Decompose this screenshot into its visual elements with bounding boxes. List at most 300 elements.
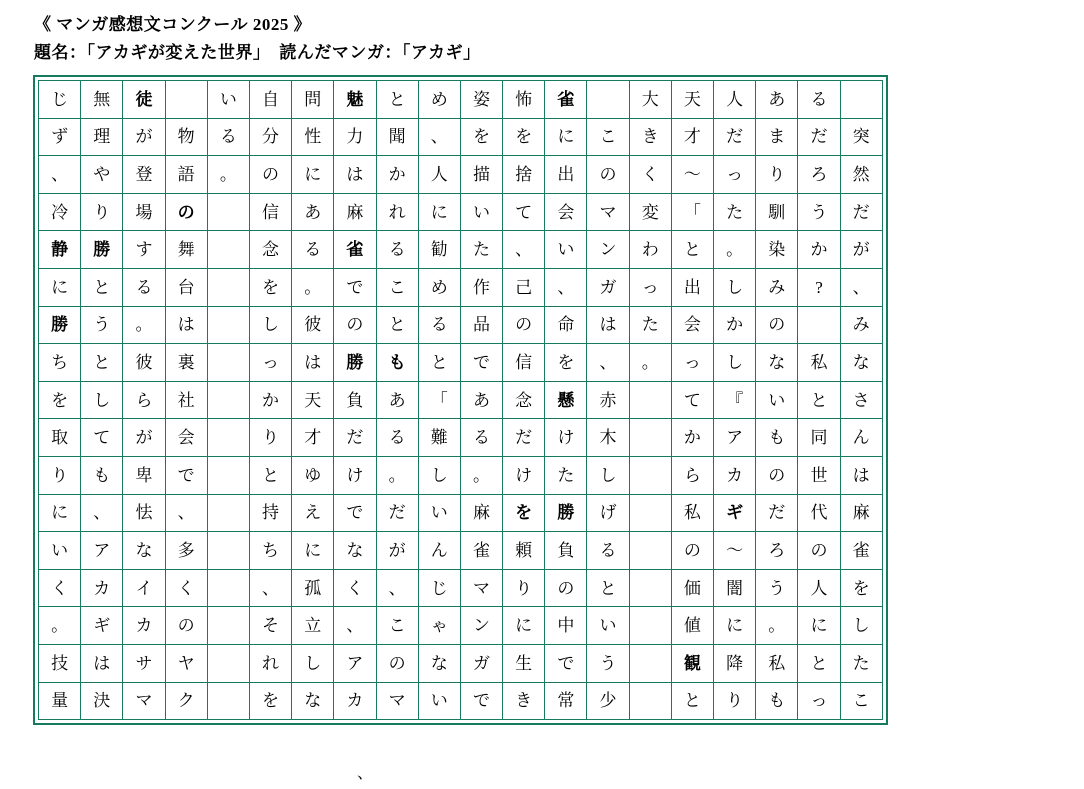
manuscript-cell: い xyxy=(460,193,502,231)
manuscript-cell: け xyxy=(503,456,545,494)
manuscript-cell: あ xyxy=(292,193,334,231)
manuscript-cell: の xyxy=(587,156,629,194)
manuscript-cell: か xyxy=(249,381,291,419)
manuscript-cell: 静 xyxy=(39,231,81,269)
manuscript-cell: に xyxy=(292,156,334,194)
manuscript-cell: あ xyxy=(460,381,502,419)
manuscript-cell: 、 xyxy=(840,268,882,306)
manuscript-cell: 麻 xyxy=(460,494,502,532)
manuscript-cell: 登 xyxy=(123,156,165,194)
manuscript-cell: の xyxy=(756,456,798,494)
manuscript-cell: で xyxy=(165,456,207,494)
manuscript-cell: き xyxy=(503,682,545,720)
manuscript-cell: 。 xyxy=(292,268,334,306)
manuscript-cell: を xyxy=(39,381,81,419)
manuscript-cell: と xyxy=(418,344,460,382)
manuscript-cell: み xyxy=(840,306,882,344)
manuscript-cell: る xyxy=(418,306,460,344)
manuscript-cell: と xyxy=(81,268,123,306)
manuscript-cell: は xyxy=(840,456,882,494)
manuscript-cell: 。 xyxy=(376,456,418,494)
manuscript-cell: を xyxy=(249,682,291,720)
manuscript-cell: と xyxy=(249,456,291,494)
manuscript-cell: 、 xyxy=(503,231,545,269)
manuscript-cell: 麻 xyxy=(840,494,882,532)
manuscript-cell xyxy=(629,494,671,532)
manuscript-cell: い xyxy=(756,381,798,419)
manuscript-cell: た xyxy=(460,231,502,269)
manuscript-cell xyxy=(629,419,671,457)
manuscript-cell: も xyxy=(756,682,798,720)
manuscript-cell: 世 xyxy=(798,456,840,494)
manuscript-cell: 彼 xyxy=(123,344,165,382)
manuscript-cell: に xyxy=(39,494,81,532)
manuscript-cell: で xyxy=(334,268,376,306)
manuscript-row xyxy=(39,644,883,682)
manuscript-cell: 冷 xyxy=(39,193,81,231)
manuscript-cell: 信 xyxy=(249,193,291,231)
manuscript-cell xyxy=(165,81,207,119)
contest-title: 《 マンガ感想文コンクール 2025 》 xyxy=(34,15,312,34)
manuscript-cell: ギ xyxy=(714,494,756,532)
manuscript-cell: 勝 xyxy=(39,306,81,344)
manuscript-cell: 魅 xyxy=(334,81,376,119)
manuscript-cell: く xyxy=(39,569,81,607)
stray-punctuation-mark: 、 xyxy=(357,765,374,782)
manuscript-cell: 。 xyxy=(629,344,671,382)
manuscript-cell: を xyxy=(249,268,291,306)
manuscript-cell xyxy=(629,607,671,645)
manuscript-cell: 、 xyxy=(418,118,460,156)
manuscript-cell: 自 xyxy=(249,81,291,119)
manuscript-cell: ア xyxy=(81,532,123,570)
manuscript-cell: ガ xyxy=(587,268,629,306)
manuscript-cell: れ xyxy=(376,193,418,231)
manuscript-cell: こ xyxy=(840,682,882,720)
manuscript-cell: み xyxy=(756,268,798,306)
manuscript-cell: マ xyxy=(376,682,418,720)
manuscript-cell: 孤 xyxy=(292,569,334,607)
manuscript-cell: 天 xyxy=(292,381,334,419)
manuscript-cell: い xyxy=(545,231,587,269)
manuscript-row xyxy=(39,532,883,570)
manuscript-cell: 念 xyxy=(249,231,291,269)
manuscript-cell: ヤ xyxy=(165,644,207,682)
manuscript-cell: 負 xyxy=(545,532,587,570)
manuscript-row xyxy=(39,682,883,720)
manuscript-cell: か xyxy=(798,231,840,269)
manuscript-cell: ～ xyxy=(671,156,713,194)
manuscript-cell: マ xyxy=(123,682,165,720)
manuscript-cell: い xyxy=(418,682,460,720)
manuscript-cell: 卑 xyxy=(123,456,165,494)
manuscript-cell: の xyxy=(376,644,418,682)
manuscript-cell: を xyxy=(545,344,587,382)
manuscript-cell: じ xyxy=(39,81,81,119)
manuscript-cell: い xyxy=(207,81,249,119)
manuscript-cell: ん xyxy=(418,532,460,570)
manuscript-cell xyxy=(207,532,249,570)
manuscript-row xyxy=(39,494,883,532)
manuscript-cell: 馴 xyxy=(756,193,798,231)
manuscript-cell: な xyxy=(418,644,460,682)
manuscript-cell: 「 xyxy=(671,193,713,231)
manuscript-cell: 分 xyxy=(249,118,291,156)
manuscript-cell: こ xyxy=(376,607,418,645)
manuscript-cell: う xyxy=(756,569,798,607)
manuscript-cell: な xyxy=(292,682,334,720)
manuscript-cell xyxy=(207,456,249,494)
manuscript-cell: け xyxy=(545,419,587,457)
manuscript-grid xyxy=(38,80,883,720)
manuscript-cell: の xyxy=(165,193,207,231)
manuscript-cell: で xyxy=(334,494,376,532)
manuscript-cell: ま xyxy=(756,118,798,156)
manuscript-cell: 生 xyxy=(503,644,545,682)
manuscript-cell: 私 xyxy=(671,494,713,532)
manuscript-cell: マ xyxy=(460,569,502,607)
manuscript-cell: 、 xyxy=(545,268,587,306)
manuscript-cell: 闇 xyxy=(714,569,756,607)
manuscript-cell: の xyxy=(671,532,713,570)
manuscript-cell: こ xyxy=(587,118,629,156)
manuscript-cell xyxy=(207,381,249,419)
manuscript-cell: ギ xyxy=(81,607,123,645)
manuscript-cell: 天 xyxy=(671,81,713,119)
manuscript-cell: め xyxy=(418,268,460,306)
manuscript-cell xyxy=(207,344,249,382)
manuscript-cell: え xyxy=(292,494,334,532)
manuscript-cell: 持 xyxy=(249,494,291,532)
manuscript-cell: っ xyxy=(249,344,291,382)
manuscript-cell: は xyxy=(81,644,123,682)
manuscript-cell: 少 xyxy=(587,682,629,720)
manuscript-cell: い xyxy=(418,494,460,532)
manuscript-cell: サ xyxy=(123,644,165,682)
manuscript-cell: 聞 xyxy=(376,118,418,156)
manuscript-cell: 作 xyxy=(460,268,502,306)
manuscript-cell: 立 xyxy=(292,607,334,645)
manuscript-cell: き xyxy=(629,118,671,156)
manuscript-cell: 会 xyxy=(545,193,587,231)
manuscript-cell: う xyxy=(798,193,840,231)
manuscript-cell xyxy=(798,306,840,344)
manuscript-row xyxy=(39,193,883,231)
manuscript-cell: と xyxy=(798,381,840,419)
manuscript-cell: 人 xyxy=(418,156,460,194)
manuscript-cell: 雀 xyxy=(460,532,502,570)
manuscript-cell: り xyxy=(714,682,756,720)
manuscript-cell: っ xyxy=(798,682,840,720)
manuscript-cell: 。 xyxy=(39,607,81,645)
manuscript-cell: さ xyxy=(840,381,882,419)
manuscript-cell: も xyxy=(756,419,798,457)
manuscript-row xyxy=(39,607,883,645)
manuscript-cell: と xyxy=(671,231,713,269)
manuscript-cell: を xyxy=(840,569,882,607)
manuscript-cell: れ xyxy=(249,644,291,682)
manuscript-cell: 代 xyxy=(798,494,840,532)
manuscript-cell: だ xyxy=(714,118,756,156)
manuscript-cell: と xyxy=(376,81,418,119)
manuscript-cell xyxy=(207,607,249,645)
manuscript-cell: り xyxy=(756,156,798,194)
manuscript-cell: 。 xyxy=(714,231,756,269)
manuscript-cell: マ xyxy=(587,193,629,231)
manuscript-cell: に xyxy=(545,118,587,156)
manuscript-cell: カ xyxy=(81,569,123,607)
manuscript-cell: ろ xyxy=(756,532,798,570)
manuscript-cell: 、 xyxy=(587,344,629,382)
manuscript-cell: る xyxy=(376,231,418,269)
manuscript-cell: め xyxy=(418,81,460,119)
manuscript-cell: あ xyxy=(756,81,798,119)
manuscript-cell: 技 xyxy=(39,644,81,682)
manuscript-cell: た xyxy=(629,306,671,344)
manuscript-cell xyxy=(207,494,249,532)
manuscript-row xyxy=(39,569,883,607)
manuscript-cell: 命 xyxy=(545,306,587,344)
manuscript-cell: ア xyxy=(714,419,756,457)
manuscript-cell xyxy=(207,306,249,344)
manuscript-cell: 『 xyxy=(714,381,756,419)
manuscript-cell: 人 xyxy=(798,569,840,607)
manuscript-cell: 才 xyxy=(671,118,713,156)
manuscript-cell: 会 xyxy=(671,306,713,344)
manuscript-cell: り xyxy=(249,419,291,457)
manuscript-cell: の xyxy=(334,306,376,344)
manuscript-cell: の xyxy=(249,156,291,194)
manuscript-cell: 描 xyxy=(460,156,502,194)
manuscript-cell: 品 xyxy=(460,306,502,344)
manuscript-cell: る xyxy=(292,231,334,269)
manuscript-cell: 場 xyxy=(123,193,165,231)
manuscript-cell: 中 xyxy=(545,607,587,645)
manuscript-cell: 勝 xyxy=(545,494,587,532)
manuscript-cell: る xyxy=(123,268,165,306)
manuscript-cell: 雀 xyxy=(840,532,882,570)
manuscript-cell: に xyxy=(798,607,840,645)
manuscript-cell: 価 xyxy=(671,569,713,607)
manuscript-cell: 、 xyxy=(165,494,207,532)
manuscript-cell: 念 xyxy=(503,381,545,419)
manuscript-row xyxy=(39,231,883,269)
manuscript-cell: く xyxy=(334,569,376,607)
manuscript-cell: 染 xyxy=(756,231,798,269)
manuscript-cell: と xyxy=(798,644,840,682)
manuscript-cell: 取 xyxy=(39,419,81,457)
manuscript-cell: っ xyxy=(671,344,713,382)
manuscript-cell: こ xyxy=(376,268,418,306)
manuscript-cell: と xyxy=(671,682,713,720)
manuscript-cell xyxy=(207,268,249,306)
manuscript-cell: 彼 xyxy=(292,306,334,344)
manuscript-cell: 然 xyxy=(840,156,882,194)
manuscript-cell: げ xyxy=(587,494,629,532)
manuscript-cell xyxy=(629,532,671,570)
manuscript-cell: ら xyxy=(123,381,165,419)
manuscript-cell: に xyxy=(418,193,460,231)
manuscript-cell xyxy=(629,682,671,720)
manuscript-cell xyxy=(629,569,671,607)
manuscript-grid-border xyxy=(33,75,888,725)
manuscript-cell: 問 xyxy=(292,81,334,119)
manuscript-cell: り xyxy=(503,569,545,607)
manuscript-cell: 怯 xyxy=(123,494,165,532)
manuscript-cell: 人 xyxy=(714,81,756,119)
manuscript-cell: が xyxy=(123,118,165,156)
manuscript-cell: た xyxy=(545,456,587,494)
manuscript-cell xyxy=(207,644,249,682)
manuscript-cell: カ xyxy=(334,682,376,720)
manuscript-cell: カ xyxy=(123,607,165,645)
manuscript-cell: ? xyxy=(798,268,840,306)
manuscript-cell: り xyxy=(39,456,81,494)
manuscript-cell: っ xyxy=(714,156,756,194)
manuscript-cell: る xyxy=(207,118,249,156)
manuscript-cell: に xyxy=(714,607,756,645)
manuscript-row xyxy=(39,81,883,119)
manuscript-cell: ン xyxy=(587,231,629,269)
manuscript-cell: は xyxy=(334,156,376,194)
manuscript-cell: が xyxy=(840,231,882,269)
manuscript-cell: 大 xyxy=(629,81,671,119)
manuscript-cell: て xyxy=(671,381,713,419)
manuscript-cell: 才 xyxy=(292,419,334,457)
manuscript-cell: し xyxy=(587,456,629,494)
manuscript-cell: ン xyxy=(460,607,502,645)
manuscript-cell xyxy=(840,81,882,119)
manuscript-cell: だ xyxy=(840,193,882,231)
manuscript-cell: 、 xyxy=(249,569,291,607)
manuscript-cell: 木 xyxy=(587,419,629,457)
manuscript-cell: 出 xyxy=(671,268,713,306)
manuscript-cell: 難 xyxy=(418,419,460,457)
manuscript-cell: 信 xyxy=(503,344,545,382)
manuscript-cell: 徒 xyxy=(123,81,165,119)
manuscript-cell: ち xyxy=(39,344,81,382)
manuscript-cell: り xyxy=(81,193,123,231)
manuscript-cell: 負 xyxy=(334,381,376,419)
manuscript-cell: は xyxy=(587,306,629,344)
manuscript-cell: し xyxy=(714,268,756,306)
manuscript-cell: 勧 xyxy=(418,231,460,269)
manuscript-cell: 、 xyxy=(39,156,81,194)
manuscript-cell: に xyxy=(503,607,545,645)
manuscript-cell: を xyxy=(503,118,545,156)
manuscript-cell: 無 xyxy=(81,81,123,119)
manuscript-cell: も xyxy=(376,344,418,382)
manuscript-cell: 、 xyxy=(81,494,123,532)
manuscript-cell: 会 xyxy=(165,419,207,457)
manuscript-row xyxy=(39,381,883,419)
manuscript-cell: な xyxy=(756,344,798,382)
manuscript-cell: し xyxy=(418,456,460,494)
manuscript-cell: 語 xyxy=(165,156,207,194)
manuscript-cell: し xyxy=(81,381,123,419)
manuscript-cell xyxy=(587,81,629,119)
manuscript-row xyxy=(39,118,883,156)
manuscript-cell: 台 xyxy=(165,268,207,306)
manuscript-cell: で xyxy=(460,344,502,382)
manuscript-cell: ら xyxy=(671,456,713,494)
manuscript-cell: 己 xyxy=(503,268,545,306)
manuscript-cell: 決 xyxy=(81,682,123,720)
manuscript-cell: そ xyxy=(249,607,291,645)
manuscript-cell: ア xyxy=(334,644,376,682)
manuscript-cell: し xyxy=(292,644,334,682)
manuscript-cell: を xyxy=(503,494,545,532)
manuscript-cell: わ xyxy=(629,231,671,269)
manuscript-cell: し xyxy=(249,306,291,344)
manuscript-cell: っ xyxy=(629,268,671,306)
manuscript-cell: 雀 xyxy=(545,81,587,119)
manuscript-cell: 。 xyxy=(123,306,165,344)
document-header xyxy=(0,0,1084,65)
manuscript-cell: 、 xyxy=(376,569,418,607)
manuscript-cell: だ xyxy=(798,118,840,156)
manuscript-cell: ゆ xyxy=(292,456,334,494)
manuscript-cell xyxy=(629,456,671,494)
manuscript-cell: 「 xyxy=(418,381,460,419)
manuscript-cell: 降 xyxy=(714,644,756,682)
manuscript-cell: の xyxy=(545,569,587,607)
manuscript-cell: 舞 xyxy=(165,231,207,269)
manuscript-cell: と xyxy=(587,569,629,607)
manuscript-cell: 観 xyxy=(671,644,713,682)
manuscript-cell: 量 xyxy=(39,682,81,720)
manuscript-cell: だ xyxy=(756,494,798,532)
manuscript-cell: 常 xyxy=(545,682,587,720)
manuscript-cell: と xyxy=(81,344,123,382)
manuscript-cell: か xyxy=(671,419,713,457)
manuscript-cell: く xyxy=(165,569,207,607)
manuscript-cell: 物 xyxy=(165,118,207,156)
manuscript-cell: た xyxy=(840,644,882,682)
manuscript-cell: な xyxy=(334,532,376,570)
manuscript-cell: 。 xyxy=(756,607,798,645)
manuscript-cell: か xyxy=(376,156,418,194)
manuscript-cell: の xyxy=(798,532,840,570)
manuscript-cell: 頼 xyxy=(503,532,545,570)
manuscript-cell: な xyxy=(123,532,165,570)
manuscript-cell: 懸 xyxy=(545,381,587,419)
manuscript-cell: て xyxy=(503,193,545,231)
manuscript-cell: は xyxy=(292,344,334,382)
manuscript-cell: る xyxy=(798,81,840,119)
manuscript-cell: る xyxy=(376,419,418,457)
manuscript-row xyxy=(39,306,883,344)
manuscript-cell: ず xyxy=(39,118,81,156)
manuscript-cell: は xyxy=(165,306,207,344)
manuscript-cell xyxy=(207,193,249,231)
manuscript-cell: 勝 xyxy=(81,231,123,269)
manuscript-cell: し xyxy=(714,344,756,382)
manuscript-cell: 理 xyxy=(81,118,123,156)
manuscript-cell: 、 xyxy=(334,607,376,645)
manuscript-cell: 怖 xyxy=(503,81,545,119)
manuscript-cell: 性 xyxy=(292,118,334,156)
manuscript-cell: カ xyxy=(714,456,756,494)
manuscript-cell: 突 xyxy=(840,118,882,156)
manuscript-cell: と xyxy=(376,306,418,344)
manuscript-cell: い xyxy=(587,607,629,645)
manuscript-cell: 社 xyxy=(165,381,207,419)
manuscript-cell: う xyxy=(587,644,629,682)
manuscript-cell: 。 xyxy=(207,156,249,194)
manuscript-row xyxy=(39,419,883,457)
manuscript-cell: で xyxy=(545,644,587,682)
